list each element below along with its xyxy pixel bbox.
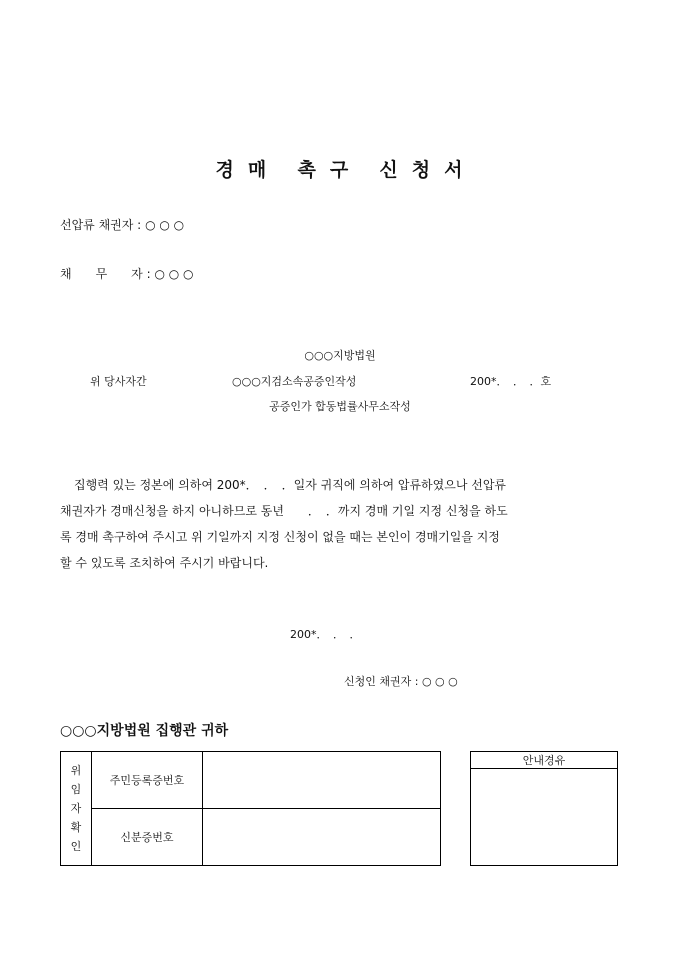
request-body [60, 472, 620, 576]
creditor-value: ○ ○ ○ [145, 218, 185, 232]
id-card-field[interactable] [203, 809, 441, 866]
parties-label: 위 당사자간 [90, 375, 147, 388]
title-char: 구 [329, 159, 351, 181]
body-line: 할 수 있도록 조치하여 주시기 바랍니다. [60, 556, 269, 570]
notary-doc-number: 200*． ． ．호 [470, 375, 552, 388]
resident-id-field[interactable] [203, 752, 441, 809]
title-char: 촉 [297, 159, 318, 181]
debtor-line [60, 265, 194, 282]
notary-court: ○○○지방법원 [304, 349, 376, 362]
guide-box-header: 안내경유 [471, 752, 618, 769]
title-char: 매 [247, 159, 269, 181]
creditor-line [60, 216, 184, 233]
application-date: 200*． ． ． [290, 628, 361, 641]
debtor-value: ○ ○ ○ [154, 267, 194, 281]
body-line: 집행력 있는 정본에 의하여 200*． ． ．일자 귀직에 의하여 압류하였으나 선압류 [74, 478, 506, 492]
body-line: 록 경매 촉구하여 주시고 위 기일까지 지정 신청이 없을 때는 본인이 경매기일을 지정 [60, 530, 500, 544]
document-title [0, 155, 680, 182]
addressee: ○○○지방법원 집행관 귀하 [60, 723, 229, 739]
id-card-label: 신분증번호 [92, 809, 203, 866]
resident-id-label: 주민등록증번호 [92, 752, 203, 809]
guide-box [470, 751, 618, 866]
creditor-label: 선압류 채권자 : [60, 218, 142, 232]
title-char: 청 [411, 159, 433, 181]
debtor-label: 채 무 자 : [60, 267, 151, 281]
body-line: 채권자가 경매신청을 하지 아니하므로 동년 ． ．까지 경매 기일 지정 신청을 하도 [60, 504, 508, 518]
notary-office: ○○○지검소속공증인작성 [232, 375, 357, 388]
guide-box-body[interactable] [471, 769, 618, 866]
delegate-confirm-side-label: 위 임 자 확 인 [61, 752, 92, 866]
delegate-confirmation-table [60, 751, 441, 866]
notary-firm: 공증인가 합동법률사무소작성 [269, 400, 411, 413]
title-char: 신 [379, 159, 400, 181]
title-char: 서 [444, 159, 465, 181]
title-char: 경 [215, 159, 236, 181]
applicant-signature: 신청인 채권자 : ○ ○ ○ [344, 675, 458, 688]
